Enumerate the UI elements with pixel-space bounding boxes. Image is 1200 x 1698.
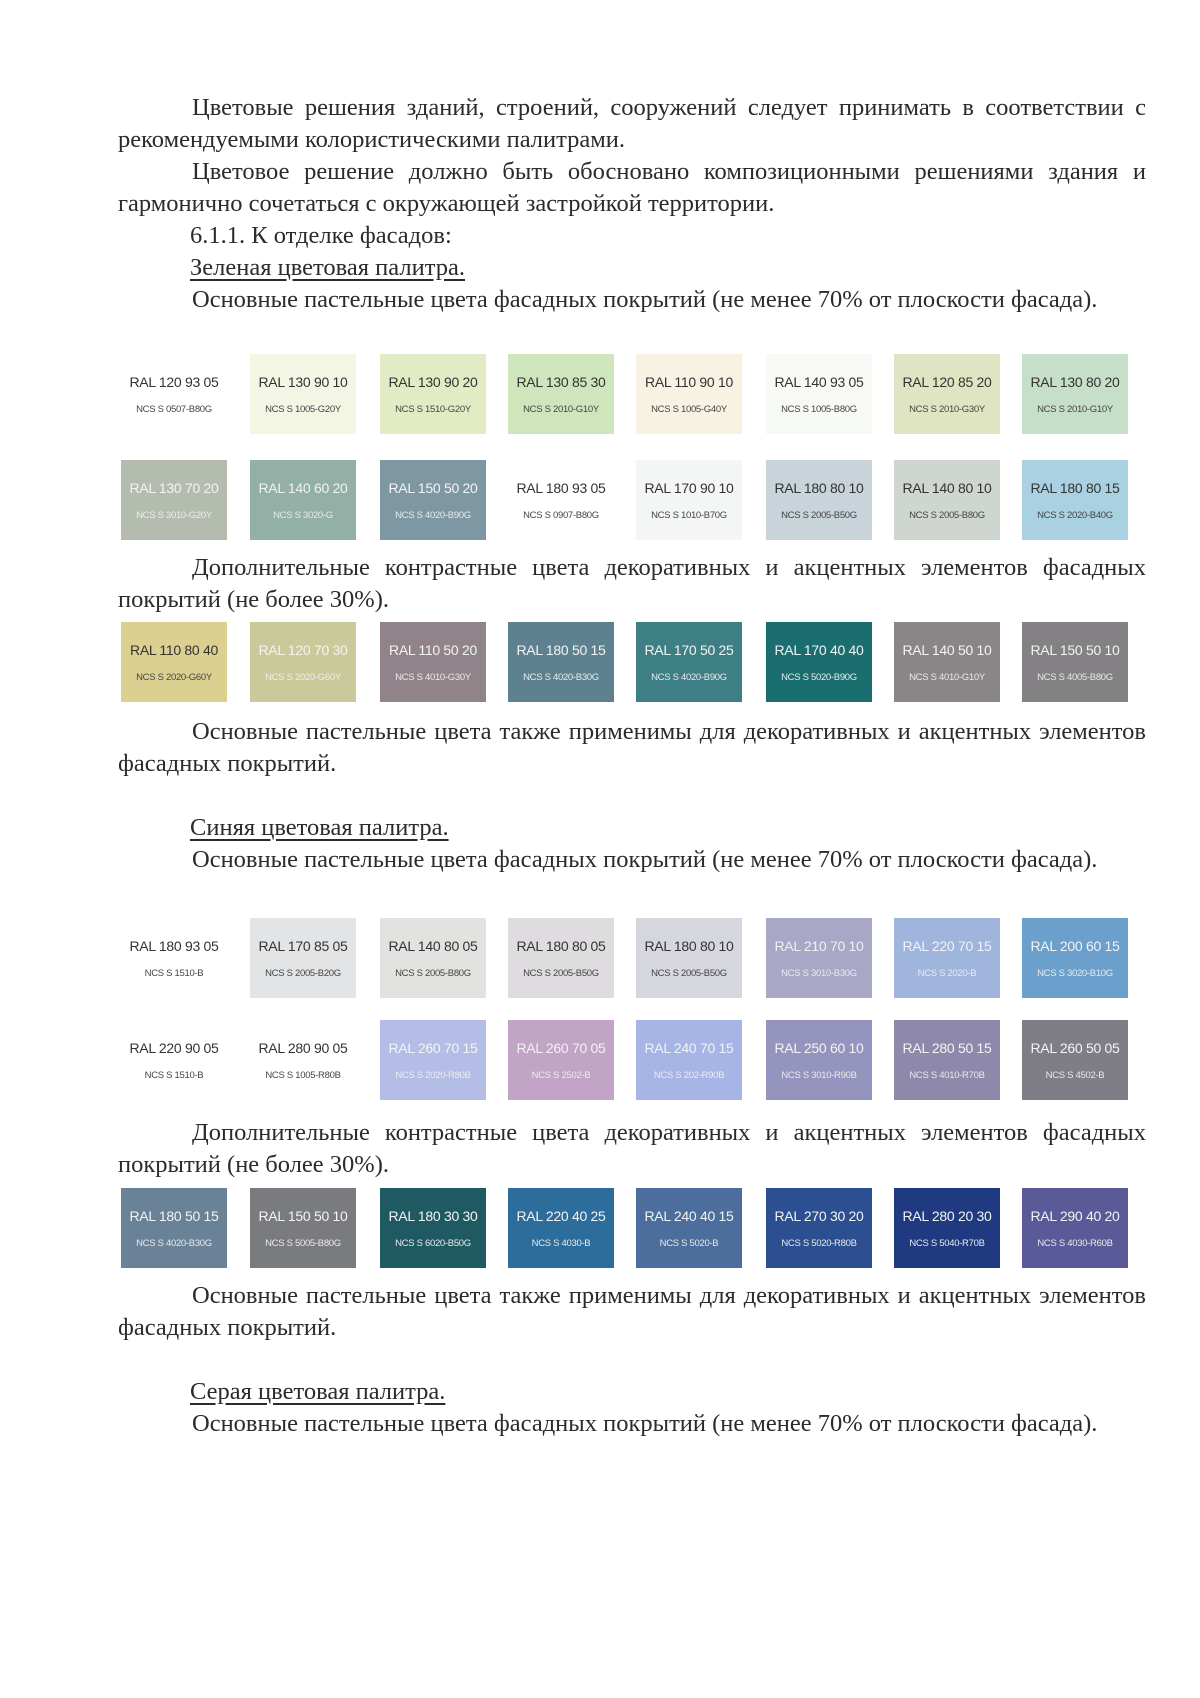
blue-palette-heading: Синяя цветовая палитра. (190, 814, 449, 841)
color-swatch (636, 1188, 742, 1268)
swatch-ncs-label: NCS S 2020-B40G (1037, 510, 1113, 521)
swatch-ncs-label: NCS S 2020-G60Y (265, 672, 341, 683)
swatch-ral-label: RAL 280 20 30 (902, 1208, 992, 1224)
green-main-text: Основные пастельные цвета фасадных покрытий (не менее 70% от плоскости фасада). (192, 286, 1098, 313)
color-swatch (250, 622, 356, 702)
swatch-ral-label: RAL 140 50 10 (902, 642, 992, 658)
swatch-ncs-label: NCS S 0907-B80G (523, 510, 599, 521)
color-swatch (1022, 1020, 1128, 1100)
swatch-ncs-label: NCS S 1510-B (144, 968, 204, 979)
blue-accent-text: Дополнительные контрастные цвета декоративных и акцентных элементов фасадных покрытий (не более 30%). (118, 1119, 1146, 1178)
swatch-ncs-label: NCS S 4010-G30Y (395, 672, 471, 683)
swatch-ncs-label: NCS S 5040-R70B (909, 1238, 985, 1249)
swatch-ral-label: RAL 120 85 20 (902, 374, 992, 390)
swatch-ncs-label: NCS S 2005-B80G (909, 510, 985, 521)
swatch-ncs-label: NCS S 2005-B20G (265, 968, 341, 979)
swatch-ncs-label: NCS S 4010-R70B (909, 1070, 985, 1081)
swatch-ncs-label: NCS S 1005-G40Y (651, 404, 727, 415)
color-swatch (766, 1020, 872, 1100)
swatch-ral-label: RAL 220 70 15 (902, 938, 992, 954)
color-swatch (766, 354, 872, 434)
color-swatch (636, 1020, 742, 1100)
color-swatch (766, 1188, 872, 1268)
swatch-ncs-label: NCS S 4020-B30G (136, 1238, 212, 1249)
swatch-ral-label: RAL 180 93 05 (516, 480, 606, 496)
color-swatch (121, 918, 227, 998)
swatch-ral-label: RAL 140 80 10 (902, 480, 992, 496)
color-swatch (1022, 1188, 1128, 1268)
swatch-ral-label: RAL 150 50 10 (258, 1208, 348, 1224)
swatch-ral-label: RAL 180 50 15 (129, 1208, 219, 1224)
swatch-ral-label: RAL 140 60 20 (258, 480, 348, 496)
swatch-ncs-label: NCS S 3010-G20Y (136, 510, 212, 521)
color-swatch (894, 1020, 1000, 1100)
color-swatch (508, 354, 614, 434)
swatch-ral-label: RAL 170 90 10 (644, 480, 734, 496)
green-accent-row (0, 622, 1200, 706)
green-accent-text: Дополнительные контрастные цвета декоративных и акцентных элементов фасадных покрытий (не более 30%). (118, 554, 1146, 613)
swatch-ral-label: RAL 290 40 20 (1030, 1208, 1120, 1224)
swatch-ncs-label: NCS S 4502-B (1045, 1070, 1105, 1081)
swatch-ral-label: RAL 220 40 25 (516, 1208, 606, 1224)
swatch-ncs-label: NCS S 5020-B (659, 1238, 719, 1249)
color-swatch (894, 354, 1000, 434)
swatch-ral-label: RAL 110 50 20 (389, 642, 477, 658)
intro-paragraph-1: Цветовые решения зданий, строений, сооружений следует принимать в соответствии с рекомендуемыми колористическими палитрами. (118, 94, 1146, 153)
color-swatch (636, 918, 742, 998)
swatch-ral-label: RAL 280 90 05 (258, 1040, 348, 1056)
blue-note: Основные пастельные цвета также применимы для декоративных и акцентных элементов фасадных покрытий. (118, 1282, 1146, 1341)
green-palette-heading: Зеленая цветовая палитра. (190, 254, 465, 281)
swatch-ral-label: RAL 180 80 10 (774, 480, 864, 496)
swatch-ncs-label: NCS S 0507-B80G (136, 404, 212, 415)
swatch-ral-label: RAL 170 85 05 (258, 938, 348, 954)
color-swatch (508, 460, 614, 540)
swatch-ral-label: RAL 250 60 10 (774, 1040, 864, 1056)
blue-main-text: Основные пастельные цвета фасадных покрытий (не менее 70% от плоскости фасада). (192, 846, 1098, 873)
grey-main-text: Основные пастельные цвета фасадных покрытий (не менее 70% от плоскости фасада). (192, 1410, 1098, 1437)
swatch-ncs-label: NCS S 1005-G20Y (265, 404, 341, 415)
swatch-ncs-label: NCS S 1005-R80B (265, 1070, 341, 1081)
color-swatch (636, 460, 742, 540)
swatch-ral-label: RAL 120 70 30 (258, 642, 348, 658)
blue-accent-row (0, 1188, 1200, 1272)
swatch-ncs-label: NCS S 2010-G30Y (909, 404, 985, 415)
swatch-ral-label: RAL 200 60 15 (1030, 938, 1120, 954)
color-swatch (1022, 354, 1128, 434)
swatch-ral-label: RAL 210 70 10 (774, 938, 864, 954)
color-swatch (766, 918, 872, 998)
swatch-ral-label: RAL 180 30 30 (388, 1208, 478, 1224)
swatch-ncs-label: NCS S 202-R90B (653, 1070, 725, 1081)
swatch-ral-label: RAL 270 30 20 (774, 1208, 864, 1224)
swatch-ral-label: RAL 170 40 40 (774, 642, 864, 658)
color-swatch (121, 622, 227, 702)
color-swatch (508, 1188, 614, 1268)
swatch-ncs-label: NCS S 2020-B (917, 968, 977, 979)
swatch-ral-label: RAL 130 80 20 (1030, 374, 1120, 390)
color-swatch (1022, 622, 1128, 702)
swatch-ral-label: RAL 170 50 25 (644, 642, 734, 658)
swatch-ral-label: RAL 260 70 05 (516, 1040, 606, 1056)
green-main-row-2 (0, 460, 1200, 544)
swatch-ral-label: RAL 140 93 05 (774, 374, 864, 390)
color-swatch (121, 460, 227, 540)
color-swatch (380, 460, 486, 540)
color-swatch (508, 622, 614, 702)
swatch-ncs-label: NCS S 3010-B30G (781, 968, 857, 979)
swatch-ral-label: RAL 180 80 10 (644, 938, 734, 954)
swatch-ncs-label: NCS S 5005-B80G (265, 1238, 341, 1249)
swatch-ncs-label: NCS S 1510-B (144, 1070, 204, 1081)
swatch-ral-label: RAL 180 93 05 (129, 938, 219, 954)
swatch-ral-label: RAL 130 70 20 (129, 480, 219, 496)
color-swatch (894, 460, 1000, 540)
swatch-ral-label: RAL 150 50 10 (1030, 642, 1120, 658)
swatch-ncs-label: NCS S 4030-R60B (1037, 1238, 1113, 1249)
swatch-ncs-label: NCS S 4020-B90G (395, 510, 471, 521)
color-swatch (1022, 460, 1128, 540)
swatch-ral-label: RAL 180 80 05 (516, 938, 606, 954)
swatch-ncs-label: NCS S 2005-B50G (523, 968, 599, 979)
swatch-ncs-label: NCS S 2502-B (531, 1070, 591, 1081)
swatch-ncs-label: NCS S 1510-G20Y (395, 404, 471, 415)
swatch-ncs-label: NCS S 2010-G10Y (523, 404, 599, 415)
color-swatch (380, 622, 486, 702)
swatch-ral-label: RAL 110 80 40 (130, 642, 218, 658)
color-swatch (250, 1020, 356, 1100)
swatch-ncs-label: NCS S 4030-B (531, 1238, 591, 1249)
swatch-ncs-label: NCS S 2020-R80B (395, 1070, 471, 1081)
color-swatch (1022, 918, 1128, 998)
swatch-ral-label: RAL 140 80 05 (388, 938, 478, 954)
color-swatch (508, 918, 614, 998)
swatch-ncs-label: NCS S 2005-B80G (395, 968, 471, 979)
color-swatch (250, 460, 356, 540)
swatch-ral-label: RAL 130 90 10 (258, 374, 348, 390)
swatch-ral-label: RAL 240 70 15 (644, 1040, 734, 1056)
color-swatch (121, 354, 227, 434)
color-swatch (380, 354, 486, 434)
swatch-ral-label: RAL 180 80 15 (1030, 480, 1120, 496)
swatch-ncs-label: NCS S 2010-G10Y (1037, 404, 1113, 415)
color-swatch (121, 1188, 227, 1268)
color-swatch (380, 1020, 486, 1100)
swatch-ncs-label: NCS S 1010-B70G (651, 510, 727, 521)
section-heading: 6.1.1. К отделке фасадов: (190, 222, 452, 249)
swatch-ncs-label: NCS S 5020-B90G (781, 672, 857, 683)
color-swatch (766, 622, 872, 702)
swatch-ncs-label: NCS S 3010-R90B (781, 1070, 857, 1081)
swatch-ral-label: RAL 280 50 15 (902, 1040, 992, 1056)
swatch-ncs-label: NCS S 6020-B50G (395, 1238, 471, 1249)
green-note: Основные пастельные цвета также применимы для декоративных и акцентных элементов фасадных покрытий. (118, 718, 1146, 777)
swatch-ral-label: RAL 240 40 15 (644, 1208, 734, 1224)
color-swatch (380, 918, 486, 998)
color-swatch (508, 1020, 614, 1100)
swatch-ncs-label: NCS S 4010-G10Y (909, 672, 985, 683)
color-swatch (121, 1020, 227, 1100)
swatch-ncs-label: NCS S 3020-B10G (1037, 968, 1113, 979)
swatch-ral-label: RAL 120 93 05 (129, 374, 219, 390)
color-swatch (636, 354, 742, 434)
color-swatch (250, 354, 356, 434)
swatch-ncs-label: NCS S 4020-B30G (523, 672, 599, 683)
color-swatch (894, 622, 1000, 702)
swatch-ral-label: RAL 260 50 05 (1030, 1040, 1120, 1056)
swatch-ncs-label: NCS S 5020-R80B (781, 1238, 857, 1249)
swatch-ral-label: RAL 130 85 30 (516, 374, 606, 390)
swatch-ral-label: RAL 180 50 15 (516, 642, 606, 658)
intro-paragraph-2: Цветовое решение должно быть обосновано композиционными решениями здания и гармонично сочетаться с окружающей застройкой территории. (118, 158, 1146, 217)
swatch-ral-label: RAL 150 50 20 (388, 480, 478, 496)
swatch-ral-label: RAL 220 90 05 (129, 1040, 219, 1056)
swatch-ncs-label: NCS S 4005-B80G (1037, 672, 1113, 683)
swatch-ncs-label: NCS S 2005-B50G (781, 510, 857, 521)
grey-palette-heading: Серая цветовая палитра. (190, 1378, 446, 1405)
color-swatch (636, 622, 742, 702)
blue-main-row-2 (0, 1020, 1200, 1104)
swatch-ncs-label: NCS S 2020-G60Y (136, 672, 212, 683)
color-swatch (250, 1188, 356, 1268)
blue-main-row-1 (0, 918, 1200, 1002)
swatch-ncs-label: NCS S 3020-G (273, 510, 333, 521)
swatch-ral-label: RAL 130 90 20 (388, 374, 478, 390)
color-swatch (380, 1188, 486, 1268)
color-swatch (766, 460, 872, 540)
swatch-ncs-label: NCS S 4020-B90G (651, 672, 727, 683)
swatch-ncs-label: NCS S 1005-B80G (781, 404, 857, 415)
swatch-ncs-label: NCS S 2005-B50G (651, 968, 727, 979)
color-swatch (250, 918, 356, 998)
green-main-row-1 (0, 354, 1200, 438)
swatch-ral-label: RAL 260 70 15 (388, 1040, 478, 1056)
color-swatch (894, 918, 1000, 998)
swatch-ral-label: RAL 110 90 10 (645, 374, 733, 390)
color-swatch (894, 1188, 1000, 1268)
